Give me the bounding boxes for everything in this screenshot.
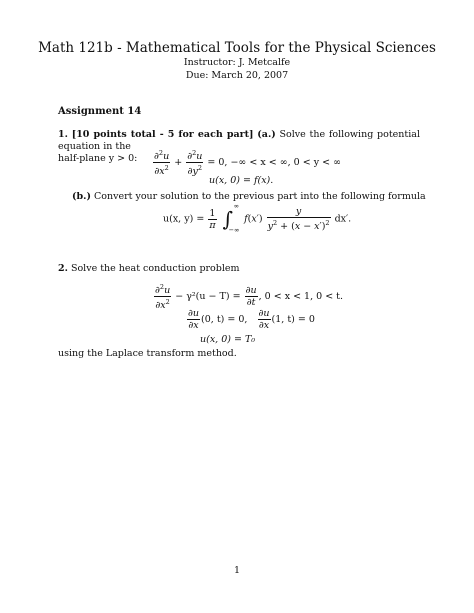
- problem-1-part-a-label: (a.): [257, 129, 276, 140]
- heat-equation: [153, 282, 343, 311]
- problem-1-part-b-text: Convert your solution to the previous part into the following formula: [93, 191, 426, 202]
- heat-equation-middle: − γ²(u − T) =: [175, 291, 241, 303]
- integral-sign: ∫ ∞ −∞: [222, 202, 240, 235]
- d2u-dy2-fraction: $\frac{\partial^2u}{\partial y^2}$: [187, 149, 203, 178]
- du-dt-fraction: $\frac{\partial u}{\partial t}$: [245, 285, 257, 309]
- d2u-dx2-fraction-2: $\frac{\partial^2u}{\partial x^2}$: [155, 283, 171, 312]
- formula-rest: dx′.: [334, 213, 352, 225]
- initial-condition: u(x, 0) = T₀: [200, 334, 256, 345]
- problem-2-statement: Solve the heat conduction problem: [70, 263, 240, 274]
- instructor-line: Instructor: J. Metcalfe: [183, 57, 291, 68]
- formula-lhs: u(x, y) =: [163, 213, 205, 225]
- d2u-dx2-fraction: $\frac{\partial^2u}{\partial x^2}$: [154, 149, 170, 178]
- due-date-line: Due: March 20, 2007: [185, 70, 289, 81]
- du-dx-fraction-a: $\frac{\partial u}{\partial x}$: [188, 308, 200, 331]
- problem-1-part-b: [72, 191, 426, 202]
- problem-2-number: 2.: [58, 263, 68, 274]
- neumann-condition-a: (0, t) = 0,: [201, 314, 248, 325]
- page-number: 1: [233, 565, 241, 576]
- document-title: Math 121b - Mathematical Tools for the Physical Sciences: [38, 40, 436, 56]
- problem-1-number: 1.: [58, 129, 68, 140]
- neumann-conditions: [186, 308, 315, 331]
- problem-1-part-a-text-2: half-plane y > 0:: [58, 153, 138, 165]
- problem-1-points: [10 points total - 5 for each part]: [71, 129, 254, 140]
- problem-2-text: [58, 263, 240, 274]
- problem-1-part-b-label: (b.): [72, 191, 91, 202]
- laplace-equation-rest: = 0, −∞ < x < ∞, 0 < y < ∞: [207, 157, 341, 169]
- laplace-equation: $\frac{\partial^2u}{\partial x^2}$ + $\frac{\partial^2u}{\partial y^2}$ = 0, −∞ < x < ∞, 0 < y < ∞: [154, 149, 341, 178]
- problem-1-part-a-text: Solve the following potential equation in the: [58, 129, 420, 153]
- kernel-fraction: $\frac{y}{y^2 + (x - x')^2}$: [267, 206, 330, 233]
- poisson-formula: u(x, y) = $\frac{1}{\pi}$ ∫ ∞ −∞ f(x′) $\frac{y}{y^2 + (x - x')^2}$ dx′.: [163, 202, 352, 235]
- neumann-condition-b: (1, t) = 0: [271, 314, 315, 325]
- one-over-pi-fraction: $\frac{1}{\pi}$: [209, 207, 216, 231]
- boundary-condition-1: u(x, 0) = f(x).: [209, 175, 274, 186]
- assignment-heading: Assignment 14: [58, 106, 142, 117]
- problem-2-closing: using the Laplace transform method.: [58, 348, 237, 359]
- heat-equation-tail: , 0 < x < 1, 0 < t.: [258, 291, 344, 303]
- du-dx-fraction-b: $\frac{\partial u}{\partial x}$: [258, 308, 270, 331]
